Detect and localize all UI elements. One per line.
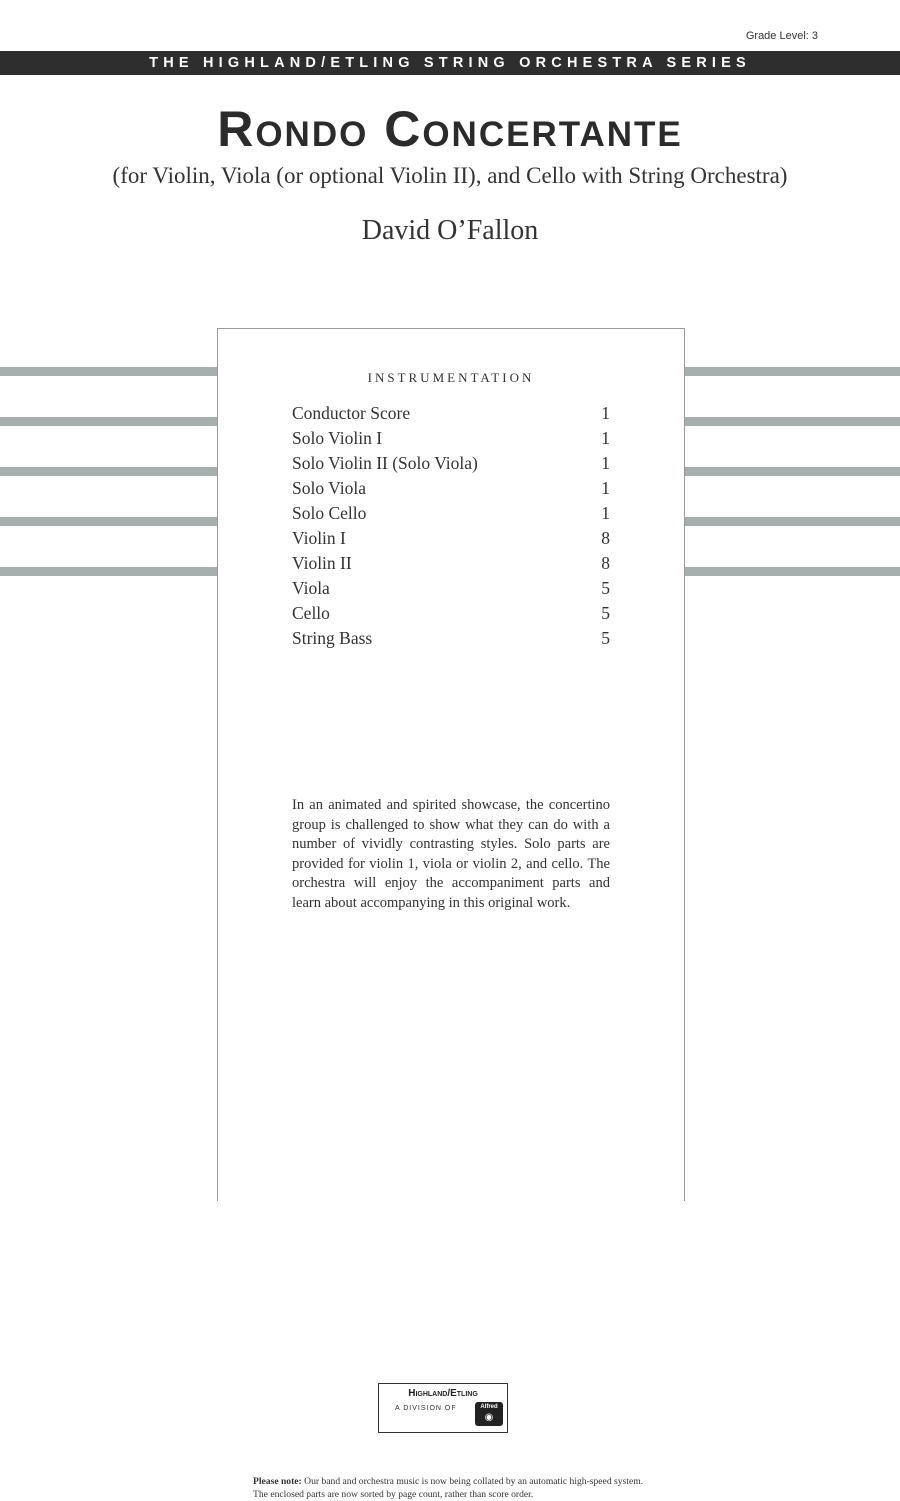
instrument-count: 1 xyxy=(601,403,610,423)
page-title: Rondo Concertante xyxy=(217,101,683,157)
alfred-logo-text: Alfred xyxy=(480,1404,498,1410)
staff-line xyxy=(685,567,900,576)
instrumentation-panel xyxy=(217,328,685,1500)
instrument-name: Solo Violin II (Solo Viola) xyxy=(292,453,478,473)
instrument-row xyxy=(292,551,610,576)
staff-line xyxy=(685,417,900,426)
publisher-logo-subtitle: A DIVISION OF xyxy=(395,1405,457,1412)
instrument-name: Violin I xyxy=(292,528,346,548)
instrument-count: 1 xyxy=(601,478,610,498)
staff-line xyxy=(0,517,218,526)
instrumentation-heading: INSTRUMENTATION xyxy=(367,370,535,385)
alfred-logo-icon xyxy=(475,1402,503,1426)
instrument-row xyxy=(292,526,610,551)
staff-line xyxy=(685,517,900,526)
instrument-count: 1 xyxy=(601,503,610,523)
alfred-glyph-icon: ◉ xyxy=(484,1412,494,1423)
instrument-name: Solo Viola xyxy=(292,478,366,498)
instrument-count: 1 xyxy=(601,428,610,448)
series-banner: THE HIGHLAND/ETLING STRING ORCHESTRA SERIES xyxy=(0,51,900,75)
grade-level: Grade Level: 3 xyxy=(745,30,818,42)
instrument-name: Violin II xyxy=(292,553,352,573)
note-label: Please note: xyxy=(253,1476,302,1487)
instrument-count: 5 xyxy=(601,578,610,598)
page-subtitle: (for Violin, Viola (or optional Violin II), and Cello with String Orchestra) xyxy=(112,163,788,188)
staff-line xyxy=(0,417,218,426)
instrument-row xyxy=(292,501,610,526)
instrument-row xyxy=(292,401,610,426)
publisher-logo-name: Highland/Etling xyxy=(408,1388,478,1399)
instrument-row xyxy=(292,476,610,501)
instrument-name: Solo Violin I xyxy=(292,428,383,448)
composer-name: David O’Fallon xyxy=(361,215,539,246)
instrument-name: Cello xyxy=(292,603,330,623)
instrument-count: 1 xyxy=(601,453,610,473)
instrument-row xyxy=(292,626,610,651)
instrument-name: Solo Cello xyxy=(292,503,367,523)
instrument-count: 8 xyxy=(601,553,610,573)
staff-line xyxy=(0,567,218,576)
instrument-count: 5 xyxy=(601,603,610,623)
instrument-name: String Bass xyxy=(292,628,373,648)
program-description: In an animated and spirited showcase, the concertino group is challenged to show what they can do with a number of vividly contrasting styles. Solo parts are provided for violin 1, viola or violin 2, and cello. The orchestra will enjoy the accompaniment parts and learn about accompanying in this original work. xyxy=(292,797,610,911)
staff-line xyxy=(0,367,218,376)
instrument-count: 8 xyxy=(601,528,610,548)
instrument-row xyxy=(292,576,610,601)
note-text: Our band and orchestra music is now being collated by an automatic high-speed system. The enclosed parts are now sorted by page count, rather than score order. xyxy=(253,1476,644,1500)
staff-line xyxy=(685,367,900,376)
publisher-logo xyxy=(378,1383,508,1433)
instrument-row xyxy=(292,601,610,626)
instrument-row xyxy=(292,451,610,476)
staff-line xyxy=(685,467,900,476)
collation-note xyxy=(253,1476,653,1501)
instrumentation-list xyxy=(292,401,610,651)
staff-line xyxy=(0,467,218,476)
instrument-count: 5 xyxy=(601,628,610,648)
instrument-name: Viola xyxy=(292,578,330,598)
instrument-row xyxy=(292,426,610,451)
instrument-name: Conductor Score xyxy=(292,403,411,423)
